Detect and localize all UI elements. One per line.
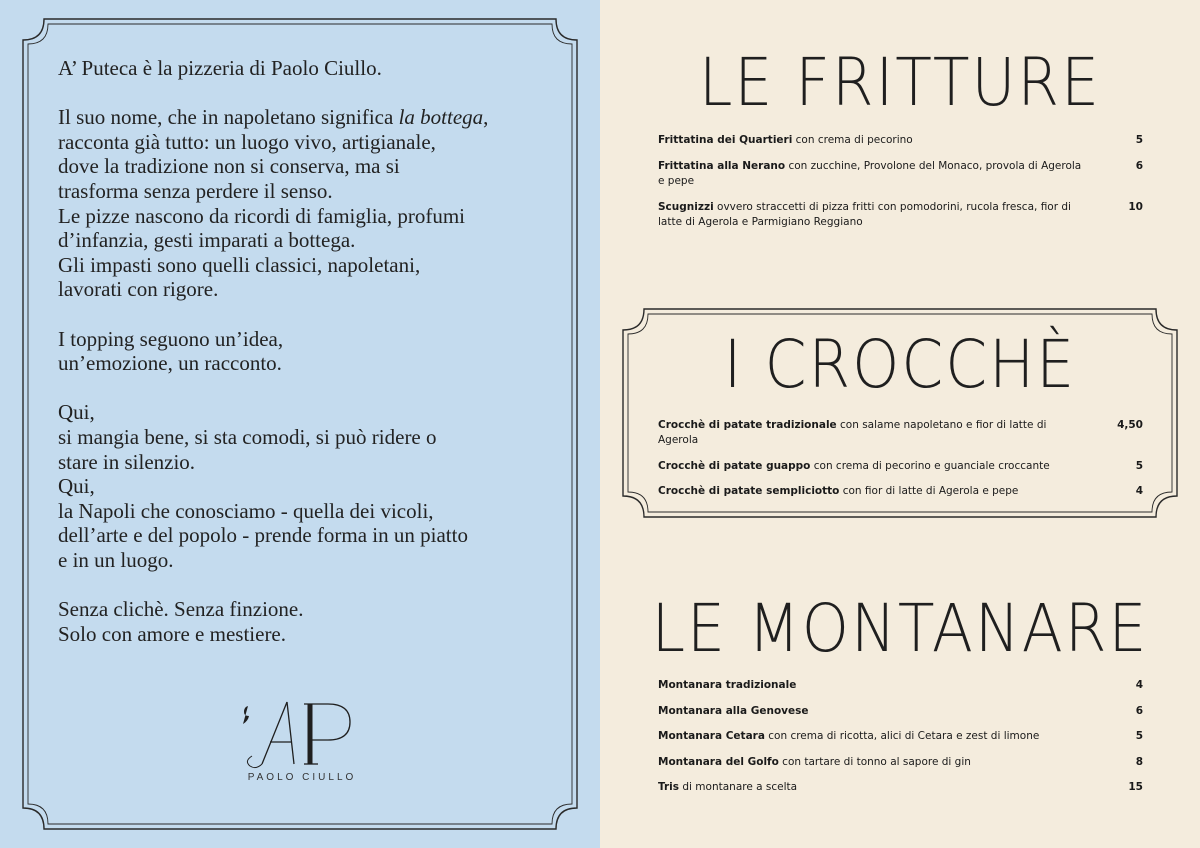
intro-italic-text: la bottega (398, 105, 484, 130)
intro-paragraph-3 (58, 327, 558, 376)
item-price: 6 (1135, 704, 1143, 717)
item-name: Montanara del Golfo (658, 755, 779, 768)
item-price: 4 (1135, 679, 1143, 691)
item-price: 10 (1128, 201, 1143, 213)
item-name: Crocchè di patate guappo (658, 459, 811, 472)
item-description: con tartare di tonno al sapore di gin (778, 755, 971, 768)
menu-item (658, 159, 1143, 189)
menu-item (658, 133, 1143, 148)
item-name: Crocchè di patate sempliciotto (658, 485, 840, 497)
intro-line: Senza clichè. Senza finzione. (58, 597, 304, 622)
menu-list-crocche (658, 418, 1143, 510)
menu-item (658, 200, 1143, 230)
menu-item (658, 755, 1143, 770)
item-name: Frittatina alla Nerano (658, 160, 786, 172)
intro-line: I topping seguono un’idea, (58, 326, 284, 351)
section-title-crocche: I CROCCHÈ (723, 326, 1077, 404)
item-price: 5 (1135, 134, 1143, 146)
item-description: ovvero straccetti di pizza fritti con pomodorini, rucola fresca, fior di latte di Agerola e Parmigiano Reggiano (658, 201, 1071, 228)
section-title-montanare: LE MONTANARE (651, 590, 1149, 668)
menu-item (658, 484, 1143, 499)
item-description: con crema di ricotta, alici di Cetara e zest di limone (764, 730, 1040, 742)
intro-paragraph-1 (58, 56, 558, 81)
item-name: Scugnizzi (658, 201, 714, 213)
intro-line: e in un luogo. (58, 547, 174, 572)
intro-line: lavorati con rigore. (58, 277, 219, 302)
menu-list-fritture (658, 133, 1143, 241)
section-title-fritture: LE FRITTURE (698, 44, 1102, 122)
item-name: Montanara tradizionale (658, 679, 797, 691)
item-name: Crocchè di patate tradizionale (658, 419, 837, 431)
intro-paragraph-4 (58, 400, 558, 572)
intro-line: la Napoli che conosciamo - quella dei vicoli, (58, 498, 434, 523)
intro-line: Gli impasti sono quelli classici, napoletani, (58, 252, 421, 277)
intro-line: d’infanzia, gesti imparati a bottega. (58, 228, 356, 253)
intro-line: Qui, (58, 474, 95, 499)
right-page (600, 0, 1200, 848)
intro-line: un’emozione, un racconto. (58, 351, 282, 376)
item-price: 4,50 (1117, 419, 1143, 431)
logo-mark (232, 692, 372, 772)
item-name: Frittatina dei Quartieri (658, 134, 793, 146)
menu-item (658, 780, 1143, 795)
intro-paragraph-2 (58, 105, 558, 302)
intro-line: si mangia bene, si sta comodi, si può ridere o (58, 424, 437, 449)
logo-wordmark: PAOLO CIULLO (247, 772, 357, 783)
item-price: 5 (1135, 730, 1143, 742)
item-description: di montanare a scelta (679, 781, 798, 793)
menu-item (658, 418, 1143, 448)
menu-item (658, 704, 1143, 719)
item-description: con fior di latte di Agerola e pepe (839, 485, 1019, 497)
item-description: con crema di pecorino e guanciale croccante (810, 459, 1050, 472)
menu-item (658, 459, 1143, 474)
intro-text-part: Il suo nome, che in napoletano significa (58, 105, 399, 130)
intro-line: Le pizze nascono da ricordi di famiglia, profumi (58, 203, 466, 228)
intro-paragraph-5 (58, 597, 558, 646)
item-price: 15 (1128, 781, 1143, 793)
intro-line: dove la tradizione non si conserva, ma si (58, 154, 400, 179)
item-description: con salame napoletano e fior di latte di Agerola (658, 419, 1047, 446)
intro-line: trasforma senza perdere il senso. (58, 178, 333, 203)
intro-line: stare in silenzio. (58, 449, 196, 474)
item-name: Montanara alla Genovese (658, 704, 809, 717)
intro-line: dell’arte e del popolo - prende forma in un piatto (58, 523, 468, 548)
menu-list-montanare (658, 678, 1143, 806)
item-description: con zucchine, Provolone del Monaco, provola di Agerola e pepe (658, 160, 1082, 187)
brand-logo (232, 692, 372, 802)
item-price: 8 (1135, 755, 1143, 768)
item-description: con crema di pecorino (792, 134, 913, 146)
item-name: Tris (658, 781, 680, 793)
intro-line (58, 105, 558, 130)
intro-line: Qui, (58, 400, 95, 425)
intro-text (58, 56, 558, 671)
intro-line: Solo con amore e mestiere. (58, 621, 287, 646)
item-price: 5 (1135, 459, 1143, 472)
menu-item (658, 729, 1143, 744)
menu-item (658, 678, 1143, 693)
item-price: 4 (1135, 485, 1143, 497)
item-name: Montanara Cetara (658, 730, 765, 742)
intro-line: racconta già tutto: un luogo vivo, artigianale, (58, 129, 436, 154)
item-price: 6 (1135, 160, 1143, 172)
intro-text-part: , (483, 105, 489, 130)
intro-line: A’ Puteca è la pizzeria di Paolo Ciullo. (58, 56, 382, 80)
